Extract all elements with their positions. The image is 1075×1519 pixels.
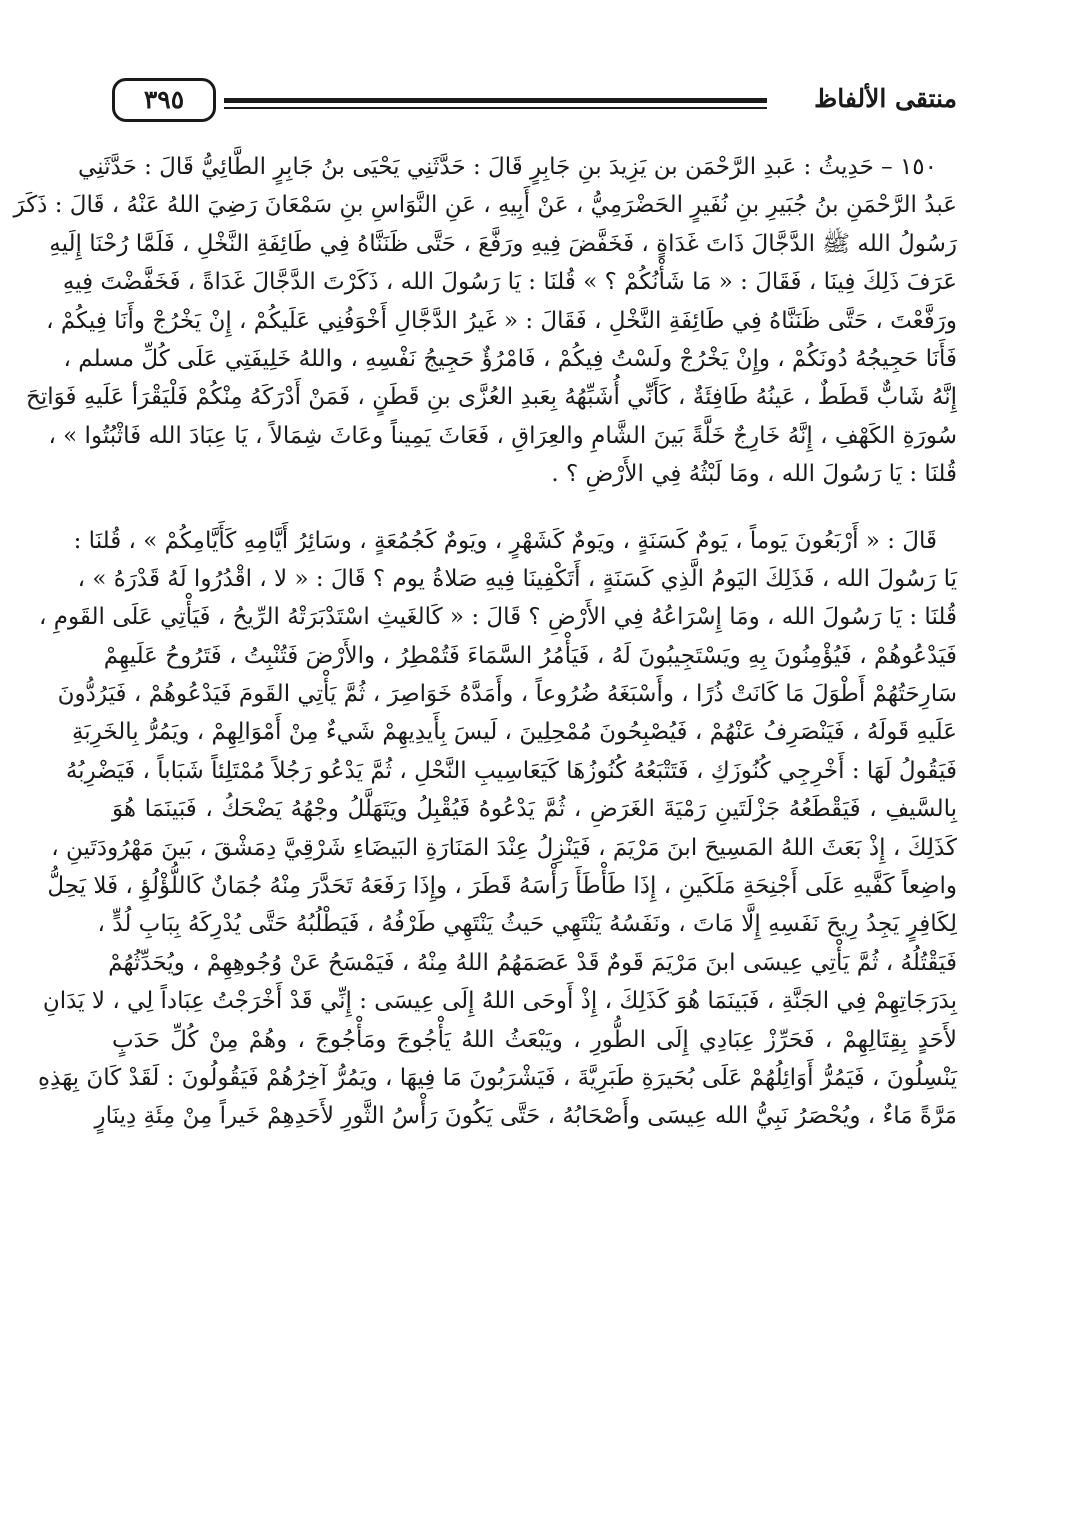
text-line: بِدَرَجَاتِهِمْ فِي الجَنَّةِ ، فَبَينَمَا هُوَ كَذَلِكَ ، إِذْ أَوحَى اللهُ إِلَى عِيسَى : إِنِّي قَدْ أَخْرَجْتُ عِبَاداً لِي ، لا يَدَانِ [42, 988, 957, 1015]
text-line: عَلَيهِ قَولَهُ ، فَيَنْصَرِفُ عَنْهُمْ ، فَيُصْبِحُونَ مُمْحِلِينَ ، لَيسَ بِأَيدِيهِمْ شَيءٌ مِنْ أَمْوَالِهِمْ ، ويَمُرُّ بِالخَرِبَةِ [71, 719, 957, 746]
text-line: ورَفَّعْتَ ، حَتَّى ظَنَنَّاهُ فِي طَائِفَةِ النَّخْلِ ، فَقَالَ : « غَيرُ الدَّجَّالِ أَخْوَفُنِي عَلَيكُمْ ، إِنْ يَخْرُجْ وأَنَا فِيكُمْ ، [46, 307, 957, 334]
text-line: فَيَدْعُوهُمْ ، فَيُؤْمِنُونَ بِهِ ويَسْتَجِيبُونَ لَهُ ، فَيَأْمُرُ السَّمَاءَ فَتُمْطِرُ ، والأَرْضَ فَتُنْبِتُ ، فَتَرُوحُ عَلَيهِمْ [103, 642, 957, 669]
page-body [13, 148, 957, 1136]
paragraph-hadith-150 [13, 148, 957, 494]
book-title: منتقى الألفاظ [814, 84, 957, 113]
text-line: كَذَلِكَ ، إِذْ بَعَثَ اللهُ المَسِيحَ ابنَ مَرْيَمَ ، فَيَنْزِلُ عِنْدَ المَنَارَةِ البَيضَاءِ شَرْقِيَّ دِمَشْقَ ، بَينَ مَهْرُودَتَينِ ، [51, 834, 957, 861]
text-line: لأَحَدٍ بِقِتَالِهِمْ ، فَحَرِّزْ عِبَادِي إِلَى الطُّورِ ، ويَبْعَثُ اللهُ يَأْجُوجَ ومَأْجُوجَ ، وهُمْ مِنْ كُلِّ حَدَبٍ [112, 1026, 957, 1053]
text-line: رَسُولُ الله ﷺ الدَّجَّالَ ذَاتَ غَدَاةٍ ، فَخَفَّضَ فِيهِ ورَفَّعَ ، حَتَّى ظَنَنَّاهُ فِي طَائِفَةِ النَّخْلِ ، فَلَمَّا رُحْنَا إِلَيهِ [49, 230, 957, 257]
text-line: سُورَةِ الكَهْفِ ، إِنَّهُ خَارِجٌ خَلَّةً بَينَ الشَّامِ والعِرَاقِ ، فَعَاثَ يَمِيناً وعَاثَ شِمَالاً ، يَا عِبَادَ الله فَاثْبُتُوا » ، [48, 422, 957, 449]
text-line: عَرَفَ ذَلِكَ فِينَا ، فَقَالَ : « مَا شَأْنُكُمْ ؟ » قُلنَا : يَا رَسُولَ الله ، ذَكَرْتَ الدَّجَّالَ غَدَاةً ، فَخَفَّضْتَ فِيهِ [62, 269, 957, 296]
paragraph-continuation [37, 522, 957, 1136]
text-line: عَبدُ الرَّحْمَنِ بنُ جُبَيرِ بنِ نُفَيرٍ الحَضْرَمِيُّ ، عَنْ أَبِيهِ ، عَنِ النَّوَاسِ بنِ سَمْعَانَ رَضِيَ اللهُ عَنْهُ ، قَالَ : ذَكَرَ [13, 192, 957, 219]
text-line: فَأَنَا حَجِيجُهُ دُونَكُمْ ، وإِنْ يَخْرُجْ ولَسْتُ فِيكُمْ ، فَامْرُؤٌ حَجِيجُ نَفْسِهِ ، واللهُ خَلِيفَتِي عَلَى كُلِّ مسلم ، [63, 345, 957, 372]
text-line: مَرَّةً مَاءٌ ، ويُحْصَرُ نَبِيُّ الله عِيسَى وأَصْحَابُهُ ، حَتَّى يَكُونَ رَأْسُ الثَّورِ لأَحَدِهِمْ خَيراً مِنْ مِئَةِ دِينَارٍ [94, 1103, 957, 1130]
text-line: قَالَ : « أَرْبَعُونَ يَوماً ، يَومٌ كَسَنَةٍ ، ويَومٌ كَشَهْرٍ ، ويَومٌ كَجُمُعَةٍ ، وسَائِرُ أَيَّامِهِ كَأَيَّامِكُمْ » ، قُلنَا : [73, 527, 937, 554]
text-line: إِنَّهُ شَابٌّ قَطَطٌ ، عَينُهُ طَافِئَةٌ ، كَأَنِّي أُشَبِّهُهُ بِعَبدِ العُزَّى بنِ قَطَنٍ ، فَمَنْ أَدْرَكَهُ مِنْكُمْ فَلْيَقْرَأ عَلَيهِ فَوَاتِحَ [26, 384, 957, 411]
text-line: لِكَافِرٍ يَجِدُ رِيحَ نَفَسِهِ إِلَّا مَاتَ ، ونَفَسُهُ يَنْتَهِي حَيثُ يَنْتَهِي طَرْفُهُ ، فَيَطْلُبُهُ حَتَّى يُدْرِكَهُ بِبَابِ لُدٍّ ، [97, 911, 957, 938]
text-line: فَيَقْتُلُهُ ، ثُمَّ يَأْتِي عِيسَى ابنَ مَرْيَمَ قَومٌ قَدْ عَصَمَهُمُ اللهُ مِنْهُ ، فَيَمْسَحُ عَنْ وُجُوهِهِمْ ، ويُحَدِّثُهُمْ [108, 949, 957, 976]
text-line: بِالسَّيفِ ، فَيَقْطَعُهُ جَزْلَتَينِ رَمْيَةَ الغَرَضِ ، ثُمَّ يَدْعُوهُ فَيُقْبِلُ ويَتَهَلَّلُ وجْهُهُ يَضْحَكُ ، فَبَينَمَا هُوَ [112, 796, 957, 823]
text-line: يَنْسِلُونَ ، فَيَمُرُّ أَوَائِلُهُمْ عَلَى بُحَيرَةِ طَبَرِيَّةَ ، فَيَشْرَبُونَ مَا فِيهَا ، ويَمُرُّ آخِرُهُمْ فَيَقُولُونَ : لَقَدْ كَانَ بِهَذِهِ [37, 1064, 957, 1091]
text-line: سَارِحَتُهُمْ أَطْوَلَ مَا كَانَتْ ذُرًا ، وأَسْبَغَهُ ضُرُوعاً ، وأَمَدَّهُ خَوَاصِرَ ، ثُمَّ يَأْتِي القَومَ فَيَدْعُوهُمْ ، فَيَرُدُّونَ [57, 681, 957, 708]
text-line: فَيَقُولُ لَهَا : أَخْرِجِي كُنُوزَكِ ، فَتَتْبَعُهُ كُنُوزُهَا كَيَعَاسِيبِ النَّحْلِ ، ثُمَّ يَدْعُو رَجُلاً مُمْتَلِئاً شَبَاباً ، فَيَضْرِبُهُ [65, 757, 957, 784]
text-line: ١٥٠ – حَدِيثُ : عَبدِ الرَّحْمَن بن يَزِيدَ بنِ جَابِرٍ قَالَ : حَدَّثَنِي يَحْيَى بنُ جَابِرٍ الطَّائِيُّ قَالَ : حَدَّثَنِي [77, 154, 937, 180]
header-divider [224, 98, 767, 112]
text-line: قُلنَا : يَا رَسُولَ الله ، ومَا إِسْرَاعُهُ فِي الأَرْضِ ؟ قَالَ : « كَالغَيثِ اسْتَدْبَرَتْهُ الرِّيحُ ، فَيَأْتِي عَلَى القَومِ ، [39, 604, 957, 631]
page-header [112, 78, 957, 128]
text-line: قُلنَا : يَا رَسُولَ الله ، ومَا لَبْثُهُ فِي الأَرْضِ ؟ . [551, 461, 957, 488]
text-line: واضِعاً كَفَّيهِ عَلَى أَجْنِحَةِ مَلَكَينِ ، إِذَا طَأْطَأَ رَأْسَهُ قَطَرَ ، وإِذَا رَفَعَهُ تَحَدَّرَ مِنْهُ جُمَانٌ كَاللُّؤْلُؤِ ، فَلا يَحِلُّ [47, 873, 957, 900]
text-line: يَا رَسُولَ الله ، فَذَلِكَ اليَومُ الَّذِي كَسَنَةٍ ، أَتَكْفِينَا فِيهِ صَلاةُ يوم ؟ قَالَ : « لا ، اقْدُرُوا لَهُ قَدْرَهُ » ، [77, 565, 957, 592]
page-number: ٣٩٥ [112, 78, 216, 122]
